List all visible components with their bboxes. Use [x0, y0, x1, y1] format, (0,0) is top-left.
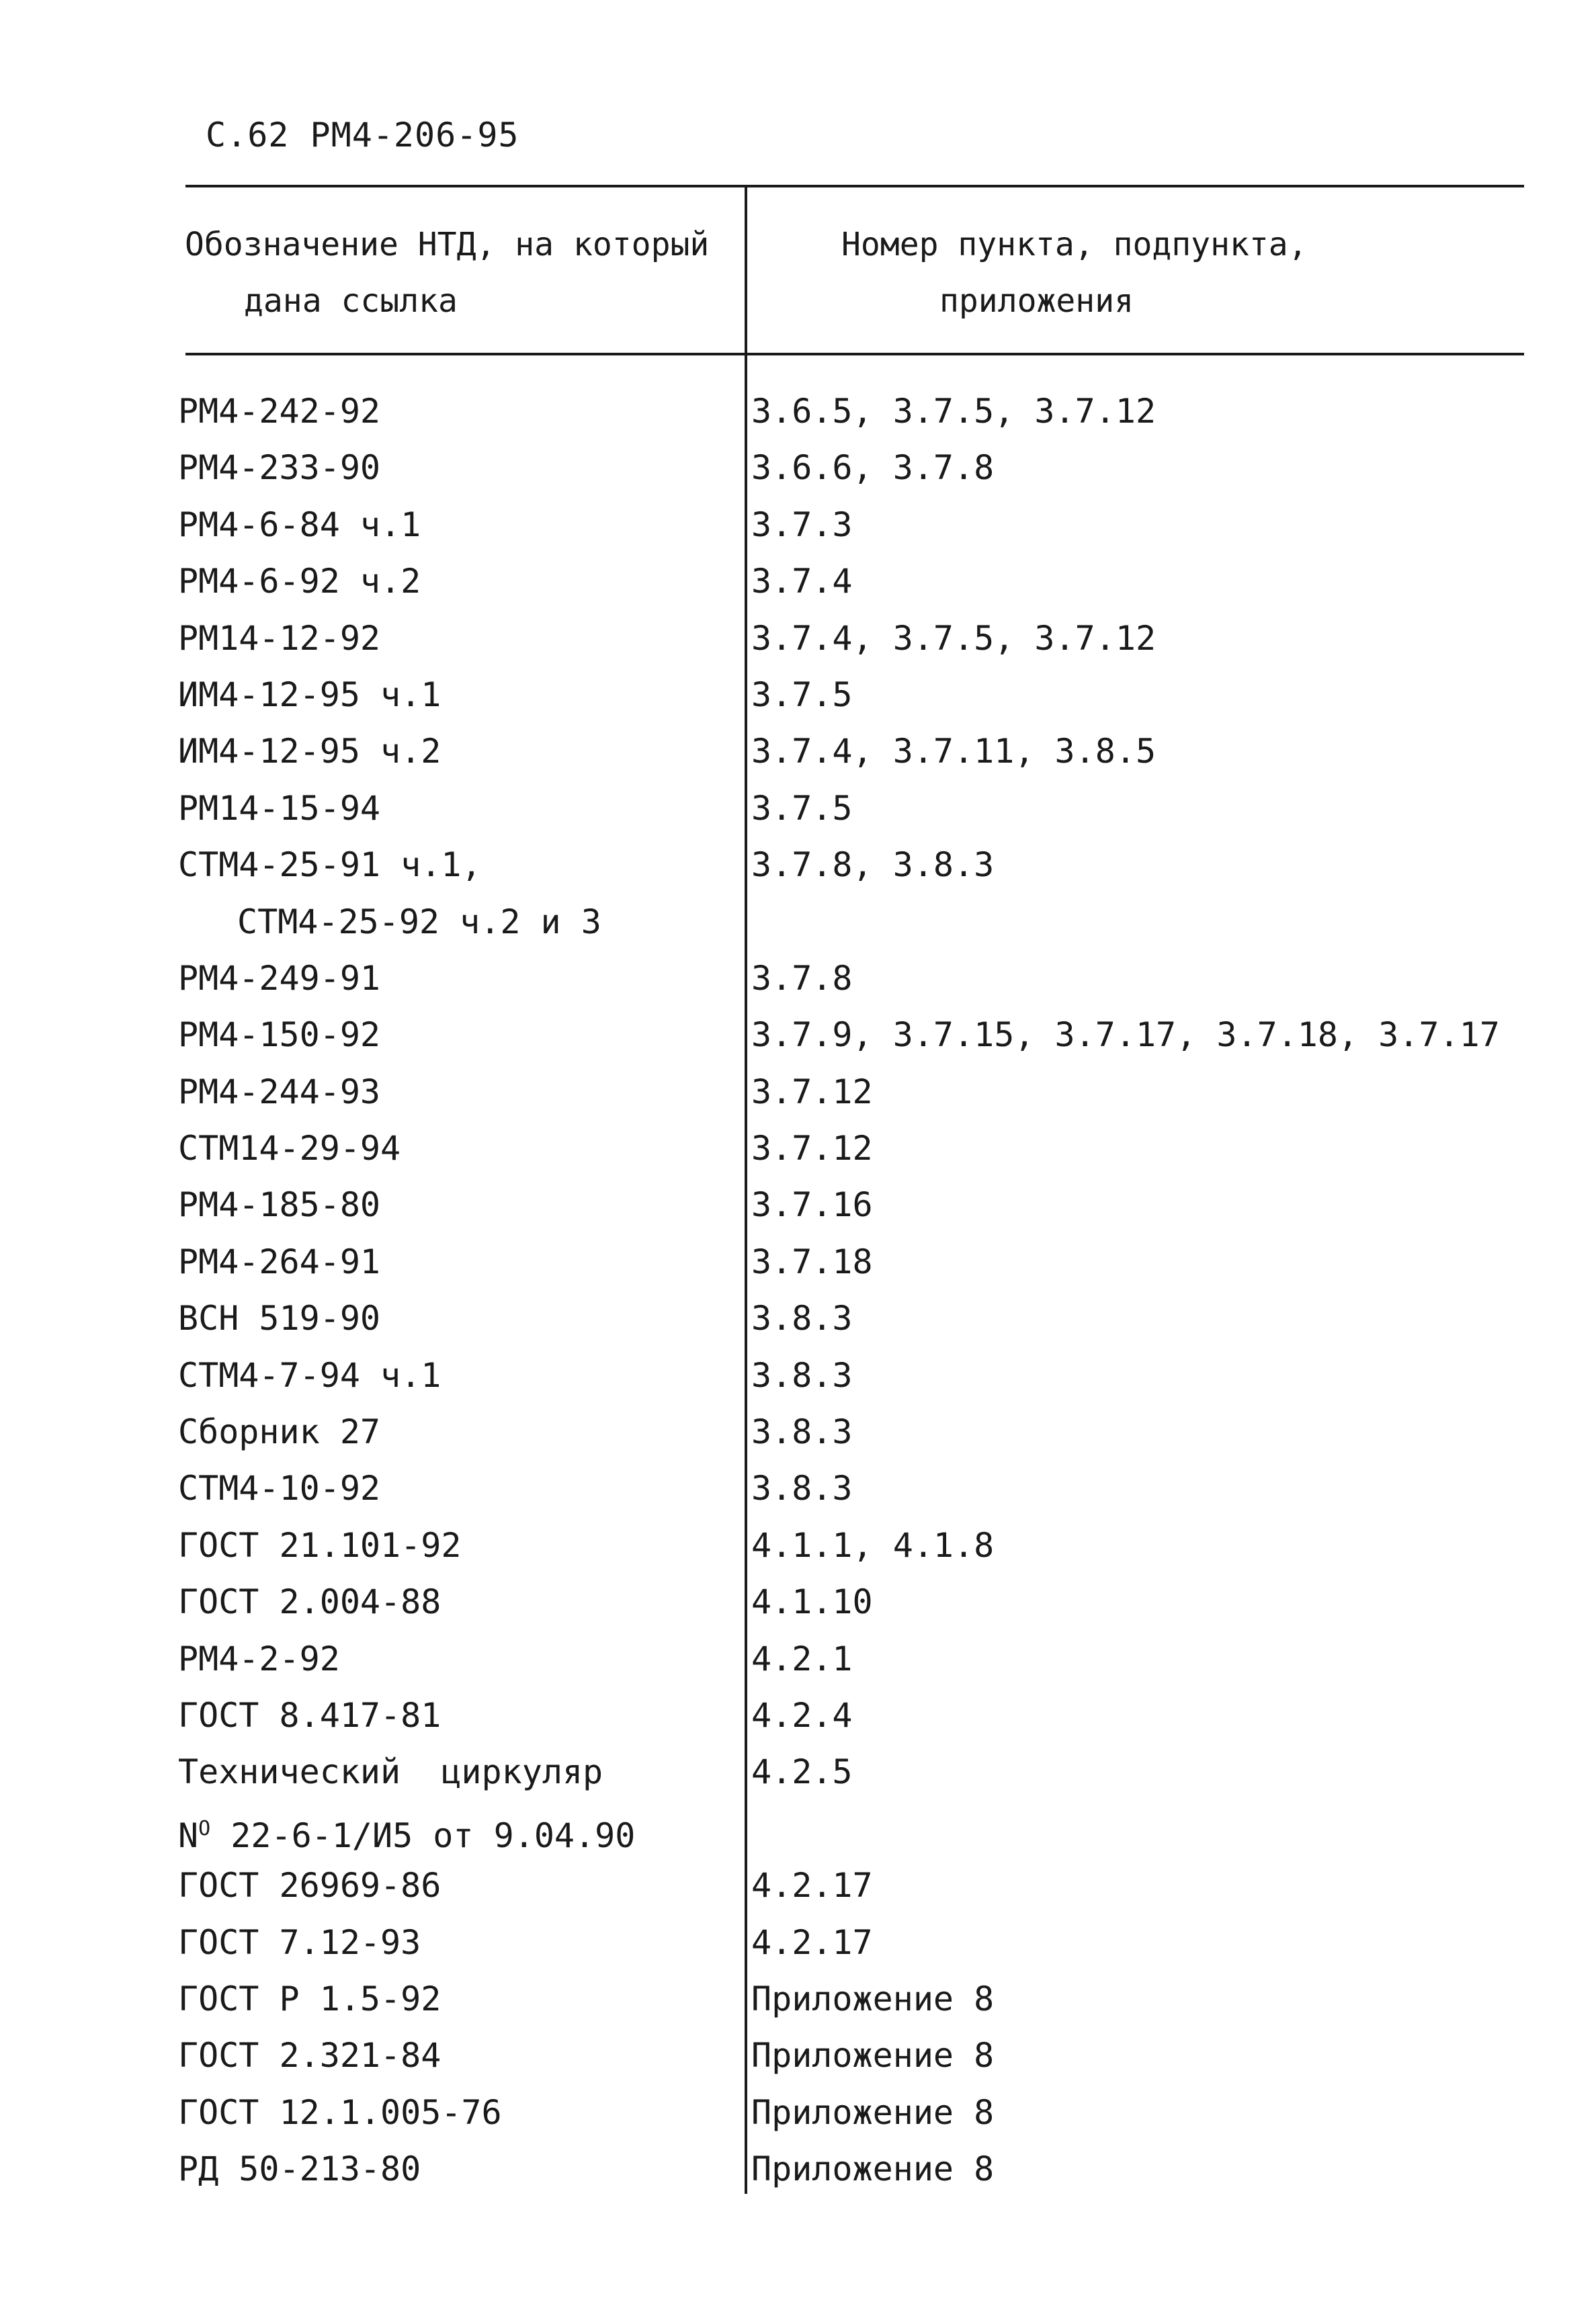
- table-row: [0, 1177, 1596, 1233]
- table-row: [0, 1290, 1596, 1347]
- clause-refs: 4.1.1, 4.1.8: [751, 1525, 995, 1565]
- table-row: [0, 1914, 1596, 1971]
- document-code: РМ4-2-92: [178, 1639, 340, 1678]
- document-code: РМ4-185-80: [178, 1185, 381, 1225]
- table-row: [0, 837, 1596, 893]
- circular-number: 22-6-1/И5 от 9.04.90: [210, 1816, 636, 1855]
- table-row: [0, 383, 1596, 439]
- document-code: РМ4-242-92: [178, 392, 381, 431]
- document-code: РМ14-15-94: [178, 788, 381, 828]
- table-row: [0, 1517, 1596, 1574]
- document-code: ГОСТ 26969-86: [178, 1866, 442, 1906]
- document-code: РМ4-264-91: [178, 1242, 381, 1281]
- document-code: ГОСТ Р 1.5-92: [178, 1979, 442, 2018]
- clause-refs: 4.1.10: [751, 1582, 873, 1622]
- table-row: [0, 1404, 1596, 1460]
- clause-refs: 3.8.3: [751, 1469, 853, 1508]
- clause-refs: 4.2.5: [751, 1752, 853, 1792]
- document-code: ГОСТ 8.417-81: [178, 1695, 442, 1735]
- document-code: ГОСТ 2.004-88: [178, 1582, 442, 1622]
- clause-refs: 3.6.5, 3.7.5, 3.7.12: [751, 392, 1157, 431]
- clause-refs: 3.6.6, 3.7.8: [751, 448, 995, 488]
- table-row: [0, 1347, 1596, 1404]
- document-code: Сборник 27: [178, 1412, 381, 1452]
- table-row: [0, 1234, 1596, 1290]
- clause-refs: 4.2.1: [751, 1639, 853, 1678]
- table-row: [0, 1801, 1596, 1857]
- table-row: [0, 439, 1596, 496]
- document-code: РМ14-12-92: [178, 618, 381, 658]
- table-row: [0, 1460, 1596, 1517]
- document-code: ГОСТ 7.12-93: [178, 1922, 421, 1962]
- document-code: РМ4-233-90: [178, 448, 381, 488]
- table-row: [0, 894, 1596, 950]
- clause-refs: 3.8.3: [751, 1412, 853, 1452]
- table-row: [0, 2084, 1596, 2141]
- document-code: ИМ4-12-95 ч.2: [178, 732, 442, 771]
- table-row: [0, 1064, 1596, 1120]
- clause-refs: Приложение 8: [751, 1979, 995, 2018]
- document-code: РМ4-244-93: [178, 1072, 381, 1111]
- table-row: [0, 1120, 1596, 1177]
- clause-refs: Приложение 8: [751, 2149, 995, 2189]
- document-code: РМ4-6-84 ч.1: [178, 505, 421, 544]
- clause-refs: 3.7.12: [751, 1129, 873, 1168]
- document-code-continuation: СТМ4-25-92 ч.2 и 3: [237, 902, 601, 941]
- document-code: РД 50-213-80: [178, 2149, 421, 2189]
- document-code: РМ4-6-92 ч.2: [178, 562, 421, 601]
- table-row: [0, 1971, 1596, 2027]
- clause-refs: 3.7.8: [751, 958, 853, 998]
- table-row: [0, 667, 1596, 723]
- column-header-document: [185, 216, 743, 329]
- clause-refs: 3.7.5: [751, 675, 853, 714]
- document-code: ГОСТ 2.321-84: [178, 2036, 442, 2076]
- document-code: Технический циркуляр: [178, 1752, 603, 1792]
- clause-refs: Приложение 8: [751, 2036, 995, 2076]
- column-header-clause-line1: Номер пункта, подпункта,: [841, 226, 1308, 263]
- clause-refs: 3.7.4: [751, 562, 853, 601]
- document-code: СТМ4-10-92: [178, 1469, 381, 1508]
- table-row: [0, 1007, 1596, 1063]
- table-row: [0, 1857, 1596, 1914]
- table-row: [0, 1631, 1596, 1687]
- clause-refs: 3.7.4, 3.7.11, 3.8.5: [751, 732, 1157, 771]
- document-code: РМ4-249-91: [178, 958, 381, 998]
- page-header: С.62 РМ4-206-95: [206, 116, 519, 155]
- table-row: [0, 950, 1596, 1007]
- clause-refs: 3.7.5: [751, 788, 853, 828]
- column-header-clause: [747, 216, 1520, 329]
- table-row: [0, 553, 1596, 609]
- table-row: [0, 1744, 1596, 1800]
- table-row: [0, 723, 1596, 779]
- document-code: ГОСТ 21.101-92: [178, 1525, 462, 1565]
- document-code: ИМ4-12-95 ч.1: [178, 675, 442, 714]
- clause-refs: 3.8.3: [751, 1299, 853, 1338]
- document-code: ВСН 519-90: [178, 1299, 381, 1338]
- clause-refs: 3.7.16: [751, 1185, 873, 1225]
- table-row: [0, 2027, 1596, 2084]
- clause-refs: 3.8.3: [751, 1355, 853, 1395]
- column-header-document-line2: дана ссылка: [244, 282, 458, 320]
- clause-refs: 3.7.18: [751, 1242, 873, 1281]
- clause-refs: 3.7.12: [751, 1072, 873, 1111]
- table-row: [0, 497, 1596, 553]
- document-code: РМ4-150-92: [178, 1015, 381, 1055]
- document-code: СТМ14-29-94: [178, 1129, 401, 1168]
- document-code: ГОСТ 12.1.005-76: [178, 2092, 502, 2132]
- clause-refs: 3.7.9, 3.7.15, 3.7.17, 3.7.18, 3.7.17: [751, 1015, 1500, 1055]
- clause-refs: 3.7.8, 3.8.3: [751, 845, 995, 885]
- clause-refs: 3.7.3: [751, 505, 853, 544]
- table-top-rule: [185, 185, 1524, 187]
- table-header-rule: [185, 353, 1524, 355]
- clause-refs: 4.2.17: [751, 1866, 873, 1906]
- column-header-document-line1: Обозначение НТД, на который: [185, 226, 710, 263]
- column-header-clause-line2: приложения: [939, 282, 1134, 320]
- clause-refs: 4.2.17: [751, 1922, 873, 1962]
- table-row: [0, 1687, 1596, 1744]
- clause-refs: 4.2.4: [751, 1695, 853, 1735]
- table-body: [0, 383, 1596, 2198]
- document-code-continuation: [178, 1801, 635, 1864]
- document-code: СТМ4-25-91 ч.1,: [178, 845, 482, 885]
- clause-refs: 3.7.4, 3.7.5, 3.7.12: [751, 618, 1157, 658]
- table-row: [0, 2141, 1596, 2197]
- table-row: [0, 610, 1596, 667]
- table-row: [0, 780, 1596, 837]
- document-code: СТМ4-7-94 ч.1: [178, 1355, 442, 1395]
- clause-refs: Приложение 8: [751, 2092, 995, 2132]
- number-sign-superscript: O: [198, 1816, 211, 1840]
- number-sign: N: [178, 1816, 199, 1855]
- table-row: [0, 1574, 1596, 1630]
